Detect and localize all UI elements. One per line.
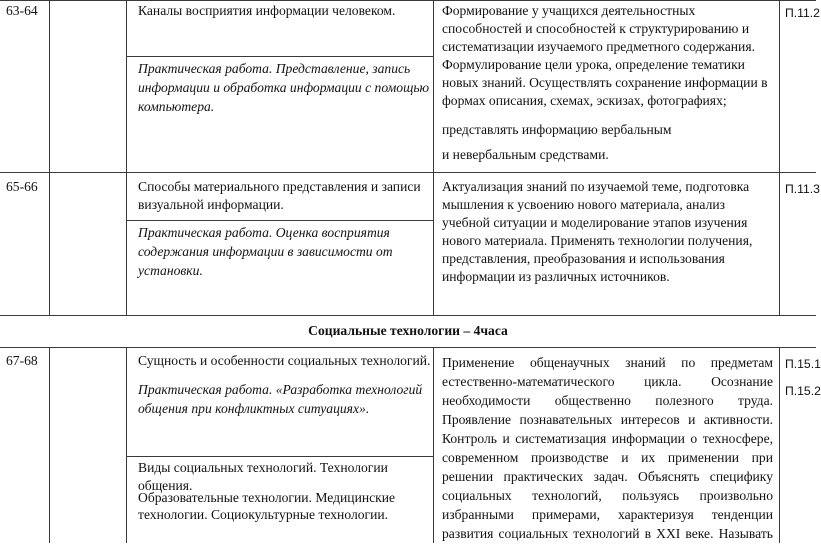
lesson-topic: Виды социальных технологий. Технологии [138,460,388,475]
activity-text: социальных технологий, пользуясь произвольно [442,488,773,503]
cell-divider [126,456,433,457]
lesson-topic: Каналы восприятия информации человеком. [138,3,396,18]
column-rule [779,0,780,315]
paragraph-ref: П.15.1 [785,357,821,371]
column-rule [49,0,50,315]
table-rule [0,172,816,173]
table-rule [0,347,816,348]
practical-work: Практическая работа. Оценка восприятия [138,225,390,240]
activity-text: Проявление познавательных интересов и активности. [442,412,773,427]
lesson-topic: Образовательные технологии. Медицинские [138,490,396,505]
practical-work: Практическая работа. Представление, запись [138,61,411,76]
column-rule [126,0,127,315]
lesson-number: 65-66 [6,179,38,194]
activity-text: нового материала. Применять технологии получения, [442,233,753,248]
section-header: Социальные технологии – 4часа [308,323,508,338]
paragraph-ref: П.15.2 [785,384,821,398]
activity-text: Применение общенаучных знаний по предметам [442,355,773,370]
activity-text: учебной ситуации и моделирование этапов изучения [442,215,748,230]
column-rule [433,0,434,315]
lesson-topic: Сущность и особенности социальных технологий. [138,353,431,368]
table-rule [0,315,816,316]
practical-work: информации и обработка информации с помощью [138,80,430,95]
activity-text: Формирование у учащихся деятельностных [442,3,696,18]
activity-text: избранными примерами, характеризуя тенденции [442,507,773,522]
activity-text: информации из различных источников. [442,269,670,284]
lesson-topic: общения. [138,478,193,493]
activity-text: и невербальным средствами. [442,147,609,162]
lesson-number: 67-68 [6,353,38,368]
paragraph-ref: П.11.2 [785,6,820,20]
column-rule [779,347,780,543]
activity-text: развития социальных технологий в XXI веке. Называть [442,526,773,541]
paragraph-ref: П.11.3 [785,182,820,196]
lesson-number: 63-64 [6,3,38,18]
cell-divider [126,56,433,57]
cell-divider [126,220,433,221]
lesson-topic: Способы материального представления и записи [138,179,421,194]
practical-work: Практическая работа. «Разработка технологий [138,382,423,397]
practical-work: содержания информации в зависимости от [138,244,393,259]
lesson-topic: технологии. Социокультурные технологии. [138,507,389,522]
activity-text: представлять информацию вербальным [442,122,672,137]
column-rule [126,347,127,543]
activity-text: мышления к усвоению нового материала, анализ [442,197,725,212]
column-rule [49,347,50,543]
practical-work: установки. [138,263,203,278]
activity-text: формах описания, схемах, эскизах, фотографиях; [442,93,727,108]
activity-text: Контроль и систематизация информации о техносфере, [442,431,773,446]
activity-text: решении практических задач. Объяснять специфику [442,469,773,484]
activity-text: Формулирование цели урока, определение тематики [442,57,745,72]
activity-text: способностей и способностей к структурированию и [442,21,750,36]
practical-work: компьютера. [138,99,215,114]
activity-text: Актуализация знаний по изучаемой теме, подготовка [442,179,750,194]
activity-text: современном производстве и их применении при [442,450,773,465]
column-rule [433,347,434,543]
lesson-topic: визуальной информации. [138,197,284,212]
activity-text: новых знаний. Осуществлять сохранение информации в [442,75,768,90]
practical-work: общения при конфликтных ситуациях». [138,401,370,416]
activity-text: систематизации изучаемого предметного содержания. [442,39,755,54]
activity-text: естественно-математического цикла. Осознание [442,374,773,389]
activity-text: представления, преобразования и использования [442,251,725,266]
table-rule [0,0,816,1]
activity-text: необходимости общественно полезного труда. [442,393,773,408]
